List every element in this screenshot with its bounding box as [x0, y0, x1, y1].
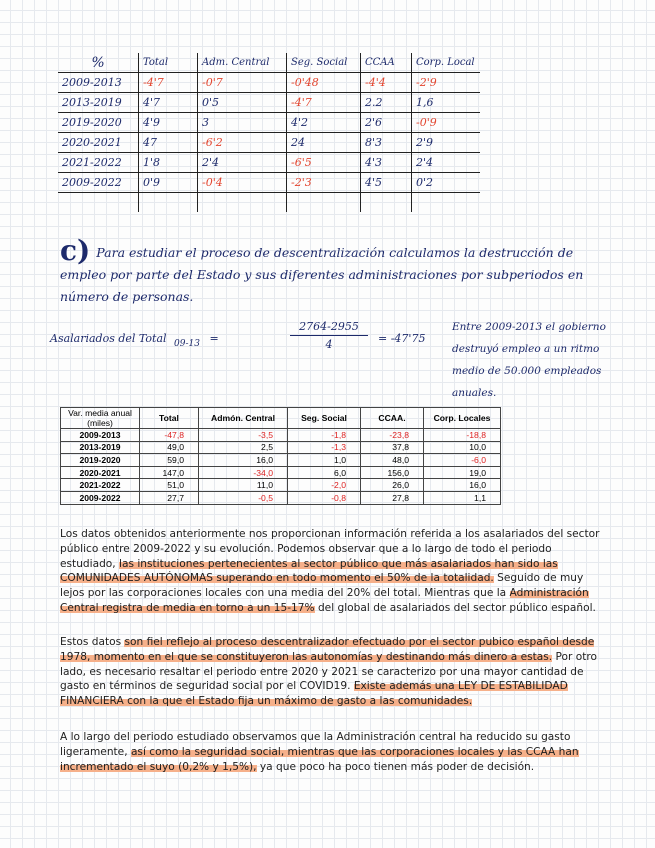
hw-cell-seg: 24 — [287, 133, 361, 153]
pt-cell-total: 59,0 — [140, 454, 199, 467]
printed-table-header — [61, 408, 501, 429]
pt-table-row — [61, 441, 501, 454]
pt-cell-corp: 16,0 — [424, 479, 501, 492]
hw-cell-ccaa — [361, 193, 412, 213]
pt-cell-seg: 6,0 — [288, 466, 361, 479]
hw-cell-corp: 2'9 — [412, 133, 481, 153]
hw-table-row — [58, 133, 480, 153]
hw-table-row — [58, 93, 480, 113]
hw-cell-period: 2009-2022 — [58, 173, 139, 193]
hw-cell-total: 1'8 — [139, 153, 198, 173]
hw-cell-total: 0'9 — [139, 173, 198, 193]
pt-cell-ccaa: 27,8 — [361, 491, 424, 504]
hw-header-ccaa: CCAA — [361, 53, 412, 73]
pt-cell-corp: 1,1 — [424, 491, 501, 504]
pt-cell-seg: -1,8 — [288, 429, 361, 442]
pt-table-row — [61, 454, 501, 467]
formula-label: Asalariados del Total — [50, 332, 167, 345]
formula-result: = -47'75 — [378, 332, 426, 345]
hw-cell-corp: -0'9 — [412, 113, 481, 133]
pt-cell-ccaa: 48,0 — [361, 454, 424, 467]
section-c — [60, 234, 620, 308]
hw-cell-seg: -6'5 — [287, 153, 361, 173]
pt-cell-seg: -0,8 — [288, 491, 361, 504]
pt-cell-seg: 1,0 — [288, 454, 361, 467]
hw-cell-adm: -6'2 — [198, 133, 287, 153]
hw-table-row — [58, 113, 480, 133]
pt-cell-ccaa: 156,0 — [361, 466, 424, 479]
formula-numerator: 2764-2955 — [290, 320, 368, 336]
side-note: Entre 2009-2013 el gobierno destruyó empleo a un ritmo medio de 50.000 empleados anuales. — [452, 321, 606, 399]
formula-subscript: 09-13 — [174, 339, 200, 349]
p3-highlight-1: así como la seguridad social, mientras que las corporaciones locales y las CCAA han incrementado el suyo (0,2% y 1,5%), — [60, 745, 579, 773]
formula: Asalariados del Total $_{09-13}$ = $\frac{2764-2955}{4}$ = -47'75 — [50, 320, 426, 351]
pt-header-ccaa: CCAA. — [361, 408, 424, 429]
p2-text-b: Por otro lado, es necesario resaltar el periodo entre 2020 y 2021 se caracterizo por una mayor cantidad de gasto en términos de seguridad social por el COVID19. — [60, 650, 597, 693]
hw-cell-ccaa: 4'5 — [361, 173, 412, 193]
pt-table-row — [61, 491, 501, 504]
p1-highlight-1: las instituciones pertenecientes al sector público que más asalariados han sido las COMUNIDADES AUTÓNOMAS superando en todo momento el 50% de la totalidad. — [60, 557, 558, 585]
hw-header-total: Total — [139, 53, 198, 73]
printed-table — [60, 407, 501, 505]
paragraph-3 — [60, 730, 600, 774]
pt-header-var: Var. media anual (miles) — [61, 408, 140, 429]
hw-cell-period: 2009-2013 — [58, 73, 139, 93]
pt-cell-adm: 11,0 — [199, 479, 288, 492]
paragraph-1 — [60, 527, 600, 616]
hw-cell-corp: 0'2 — [412, 173, 481, 193]
hw-cell-corp: 2'4 — [412, 153, 481, 173]
pt-cell-adm: -3,5 — [199, 429, 288, 442]
pt-cell-ccaa: 26,0 — [361, 479, 424, 492]
hw-cell-seg: -2'3 — [287, 173, 361, 193]
p2-highlight-2: Existe además una LEY DE ESTABILIDAD FINANCIERA con la que el Estado fija un máximo de gasto a las comunidades. — [60, 680, 568, 708]
pt-cell-corp: 19,0 — [424, 466, 501, 479]
pt-cell-seg: -1,3 — [288, 441, 361, 454]
hw-cell-ccaa: 8'3 — [361, 133, 412, 153]
pt-cell-adm: -0,5 — [199, 491, 288, 504]
pt-cell-period: 2021-2022 — [61, 479, 140, 492]
hw-cell-period: 2019-2020 — [58, 113, 139, 133]
p3-text-a: A lo largo del periodo estudiado observamos que la Administración central ha reducido su gasto ligeramente, — [60, 731, 571, 758]
hw-cell-period: 2020-2021 — [58, 133, 139, 153]
hw-cell-seg — [287, 193, 361, 213]
hw-header-corp: Corp. Local — [412, 53, 481, 73]
pt-cell-corp: -6,0 — [424, 454, 501, 467]
p1-text-a: Los datos obtenidos anteriormente nos proporcionan información referida a los asalariados del sector público entre 2009-2022 y su evolución. Podemos observar que a lo largo de todo el periodo estudiado, — [60, 528, 600, 570]
p2-text-a: Estos datos — [60, 636, 125, 648]
hw-cell-seg: 4'2 — [287, 113, 361, 133]
pt-cell-corp: -18,8 — [424, 429, 501, 442]
pt-cell-ccaa: 37,8 — [361, 441, 424, 454]
p1-text-b: Seguido de muy lejos por las corporaciones locales con una media del 20% del total. Mientras que la — [60, 572, 584, 600]
pt-header-seg: Seg. Social — [288, 408, 361, 429]
hw-table-row — [58, 153, 480, 173]
hw-cell-ccaa: -4'4 — [361, 73, 412, 93]
pt-cell-corp: 10,0 — [424, 441, 501, 454]
p1-text-c: del global de asalariados del sector público español. — [314, 601, 596, 614]
hw-cell-adm: 0'5 — [198, 93, 287, 113]
hw-header-adm: Adm. Central — [198, 53, 287, 73]
hw-cell-total: -4'7 — [139, 73, 198, 93]
pt-header-corp: Corp. Locales — [424, 408, 501, 429]
pt-cell-period: 2009-2022 — [61, 491, 140, 504]
hw-cell-total: 47 — [139, 133, 198, 153]
hw-cell-corp — [412, 193, 481, 213]
pt-cell-period: 2013-2019 — [61, 441, 140, 454]
hw-cell-adm: -0'7 — [198, 73, 287, 93]
hw-cell-ccaa: 2'6 — [361, 113, 412, 133]
pt-cell-seg: -2,0 — [288, 479, 361, 492]
hw-cell-ccaa: 4'3 — [361, 153, 412, 173]
hw-cell-corp: -2'9 — [412, 73, 481, 93]
pt-cell-ccaa: -23,8 — [361, 429, 424, 442]
hw-cell-seg: -0'48 — [287, 73, 361, 93]
pt-cell-total: 49,0 — [140, 441, 199, 454]
pt-cell-total: 51,0 — [140, 479, 199, 492]
hw-cell-period: 2013-2019 — [58, 93, 139, 113]
hw-cell-total: 4'7 — [139, 93, 198, 113]
p3-text-b: ya que poco ha poco tienen más poder de decisión. — [256, 760, 535, 773]
pt-cell-total: 27,7 — [140, 491, 199, 504]
formula-fraction — [290, 320, 368, 351]
hw-cell-adm — [198, 193, 287, 213]
handwritten-table-header — [58, 53, 480, 73]
formula-denominator: 4 — [325, 338, 333, 351]
pt-cell-adm: 16,0 — [199, 454, 288, 467]
paragraph-2 — [60, 635, 600, 709]
pt-table-row — [61, 466, 501, 479]
section-c-text: Para estudiar el proceso de descentralización calculamos la destrucción de empleo por parte del Estado y sus diferentes administraciones por subperiodos en número de personas. — [60, 245, 584, 304]
pt-cell-period: 2019-2020 — [61, 454, 140, 467]
p2-highlight-1: son fiel reflejo al proceso descentralizador efectuado por el sector pubico español desde 1978, momento en el que se constituyeron las autonomías y destinando más dinero a estas. — [60, 636, 595, 663]
hw-table-row — [58, 193, 480, 213]
hw-cell-adm: -0'4 — [198, 173, 287, 193]
hw-cell-adm: 2'4 — [198, 153, 287, 173]
pt-header-total: Total — [140, 408, 199, 429]
p1-highlight-2: Administración Central registra de media en torno a un 15-17% — [60, 587, 589, 614]
hw-cell-period — [58, 193, 139, 213]
pt-table-row — [61, 429, 501, 442]
hw-cell-period: 2021-2022 — [58, 153, 139, 173]
pt-table-row — [61, 479, 501, 492]
hw-cell-adm: 3 — [198, 113, 287, 133]
section-c-letter: c) — [60, 234, 91, 267]
hw-cell-seg: -4'7 — [287, 93, 361, 113]
hw-cell-ccaa: 2.2 — [361, 93, 412, 113]
pt-cell-period: 2020-2021 — [61, 466, 140, 479]
pt-cell-adm: -34,0 — [199, 466, 288, 479]
pt-cell-total: 147,0 — [140, 466, 199, 479]
hw-cell-corp: 1,6 — [412, 93, 481, 113]
pt-cell-period: 2009-2013 — [61, 429, 140, 442]
hw-cell-total: 4'9 — [139, 113, 198, 133]
pt-header-adm: Admón. Central — [199, 408, 288, 429]
hw-header-percent: % — [58, 53, 139, 73]
hw-table-row — [58, 173, 480, 193]
pt-cell-adm: 2,5 — [199, 441, 288, 454]
hw-table-row — [58, 73, 480, 93]
hw-header-seg: Seg. Social — [287, 53, 361, 73]
pt-cell-total: -47,8 — [140, 429, 199, 442]
handwritten-table — [58, 53, 480, 212]
hw-cell-total — [139, 193, 198, 213]
